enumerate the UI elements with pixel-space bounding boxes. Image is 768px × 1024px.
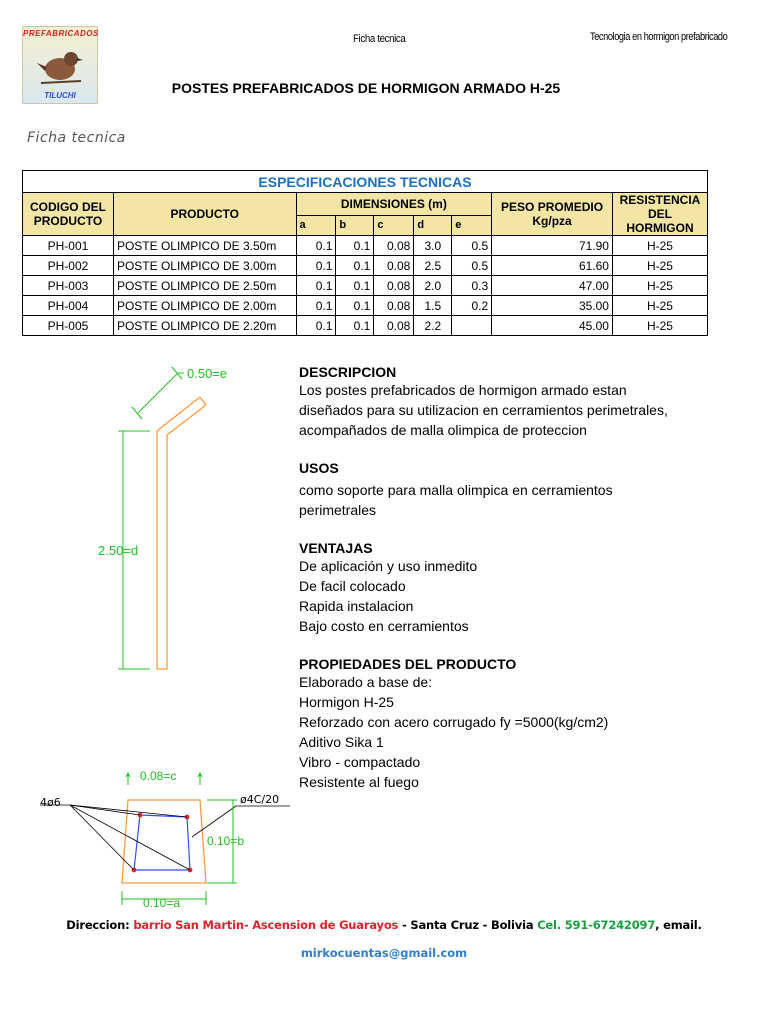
cell-resistance: H-25 xyxy=(612,256,707,276)
address-street: barrio San Martin- Ascension de Guarayos xyxy=(133,918,399,932)
descripcion-line: Los postes prefabricados de hormigon armado estan xyxy=(299,382,627,398)
specifications-table xyxy=(22,170,708,336)
propiedades-heading: PROPIEDADES DEL PRODUCTO xyxy=(299,656,517,672)
cell-c: 0.08 xyxy=(374,276,414,296)
cell-b: 0.1 xyxy=(336,296,374,316)
cell-code: PH-003 xyxy=(23,276,114,296)
cell-a: 0.1 xyxy=(296,296,336,316)
cell-a: 0.1 xyxy=(296,276,336,296)
cell-product: POSTE OLIMPICO DE 2.00m xyxy=(113,296,296,316)
cell-b: 0.1 xyxy=(336,236,374,256)
header-dim-a: a xyxy=(296,215,336,235)
propiedades-line: Resistente al fuego xyxy=(299,774,419,790)
cell-product: POSTE OLIMPICO DE 2.50m xyxy=(113,276,296,296)
propiedades-line: Hormigon H-25 xyxy=(299,694,394,710)
table-row xyxy=(23,236,708,256)
product-info xyxy=(299,364,739,792)
label-bars: 4ø6 xyxy=(40,796,61,809)
cell-c: 0.08 xyxy=(374,296,414,316)
logo-text-top: PREFABRICADOS xyxy=(23,29,99,38)
descripcion-line: diseñados para su utilizacion en cerramientos perimetrales, xyxy=(299,402,668,418)
cell-b: 0.1 xyxy=(336,256,374,276)
ventajas-line: De aplicación y uso inmedito xyxy=(299,558,478,574)
document-title-text: POSTES PREFABRICADOS DE HORMIGON ARMADO H-25 xyxy=(171,80,561,96)
address-phone: Cel. 591-67242097 xyxy=(537,918,656,932)
cell-e: 0.5 xyxy=(452,236,492,256)
table-caption: ESPECIFICACIONES TECNICAS xyxy=(23,171,708,193)
header-resistance: RESISTENCIA DEL HORMIGON xyxy=(612,193,707,236)
cell-a: 0.1 xyxy=(296,236,336,256)
footer-email[interactable]: mirkocuentas@gmail.com xyxy=(300,946,468,960)
header-product: PRODUCTO xyxy=(113,193,296,236)
cell-weight: 35.00 xyxy=(492,296,613,316)
post-elevation xyxy=(118,367,206,669)
cell-a: 0.1 xyxy=(296,316,336,336)
cell-e xyxy=(452,316,492,336)
table-row xyxy=(23,276,708,296)
header-right-text: Tecnologia en hormigon prefabricado xyxy=(590,31,728,43)
cell-resistance: H-25 xyxy=(612,296,707,316)
cell-resistance: H-25 xyxy=(612,316,707,336)
cell-weight: 47.00 xyxy=(492,276,613,296)
document-subtitle: Ficha tecnica xyxy=(27,130,126,146)
ventajas-line: Rapida instalacion xyxy=(299,598,414,614)
post-technical-drawing xyxy=(0,345,300,915)
label-stirrup: ø4C/20 xyxy=(240,793,280,806)
address-label: Direccion: xyxy=(66,918,130,932)
usos-line: como soporte para malla olimpica en cerramientos xyxy=(299,482,613,498)
header-dim-e: e xyxy=(452,215,492,235)
header-dim-d: d xyxy=(414,215,452,235)
document-title xyxy=(0,80,768,96)
table-row xyxy=(23,296,708,316)
cell-d: 2.0 xyxy=(414,276,452,296)
label-b: 0.10=b xyxy=(207,834,245,848)
header-code: CODIGO DEL PRODUCTO xyxy=(23,193,114,236)
propiedades-line: Vibro - compactado xyxy=(299,754,421,770)
ventajas-line: Bajo costo en cerramientos xyxy=(299,618,469,634)
ventajas-heading: VENTAJAS xyxy=(299,540,373,556)
header-center-text: Ficha tecnica xyxy=(353,33,406,45)
footer-address xyxy=(0,918,768,932)
cell-weight: 61.60 xyxy=(492,256,613,276)
usos-heading: USOS xyxy=(299,460,339,476)
label-c: 0.08=c xyxy=(140,769,177,783)
cell-product: POSTE OLIMPICO DE 3.50m xyxy=(113,236,296,256)
propiedades-line: Aditivo Sika 1 xyxy=(299,734,384,750)
logo-text-bottom: TILUCHI xyxy=(44,91,76,100)
header-dimensions: DIMENSIONES (m) xyxy=(296,193,492,216)
cell-code: PH-004 xyxy=(23,296,114,316)
cell-resistance: H-25 xyxy=(612,276,707,296)
cell-a: 0.1 xyxy=(296,256,336,276)
label-e: 0.50=e xyxy=(187,366,228,381)
header-dim-c: c xyxy=(374,215,414,235)
cell-product: POSTE OLIMPICO DE 2.20m xyxy=(113,316,296,336)
cell-d: 3.0 xyxy=(414,236,452,256)
cell-c: 0.08 xyxy=(374,236,414,256)
cell-e: 0.5 xyxy=(452,256,492,276)
table-row xyxy=(23,256,708,276)
cell-c: 0.08 xyxy=(374,256,414,276)
label-a: 0.10=a xyxy=(143,896,181,910)
cell-c: 0.08 xyxy=(374,316,414,336)
label-d: 2.50=d xyxy=(98,543,139,558)
cell-d: 2.2 xyxy=(414,316,452,336)
cell-weight: 71.90 xyxy=(492,236,613,256)
cell-resistance: H-25 xyxy=(612,236,707,256)
header-dim-b: b xyxy=(336,215,374,235)
propiedades-line: Reforzado con acero corrugado fy =5000(kg/cm2) xyxy=(299,714,609,730)
ventajas-line: De facil colocado xyxy=(299,578,406,594)
address-city: - Santa Cruz - Bolivia xyxy=(398,918,538,932)
cell-e: 0.2 xyxy=(452,296,492,316)
table-row xyxy=(23,316,708,336)
cell-product: POSTE OLIMPICO DE 3.00m xyxy=(113,256,296,276)
cell-d: 2.5 xyxy=(414,256,452,276)
cell-code: PH-002 xyxy=(23,256,114,276)
propiedades-line: Elaborado a base de: xyxy=(299,674,433,690)
usos-line: perimetrales xyxy=(299,502,377,518)
cell-e: 0.3 xyxy=(452,276,492,296)
cell-weight: 45.00 xyxy=(492,316,613,336)
descripcion-line: acompañados de malla olimpica de proteccion xyxy=(299,422,587,438)
header-weight: PESO PROMEDIO Kg/pza xyxy=(492,193,613,236)
cell-b: 0.1 xyxy=(336,316,374,336)
cell-code: PH-001 xyxy=(23,236,114,256)
cell-b: 0.1 xyxy=(336,276,374,296)
cell-d: 1.5 xyxy=(414,296,452,316)
cell-code: PH-005 xyxy=(23,316,114,336)
descripcion-heading: DESCRIPCION xyxy=(299,364,397,380)
address-email-label: , email. xyxy=(655,918,702,932)
